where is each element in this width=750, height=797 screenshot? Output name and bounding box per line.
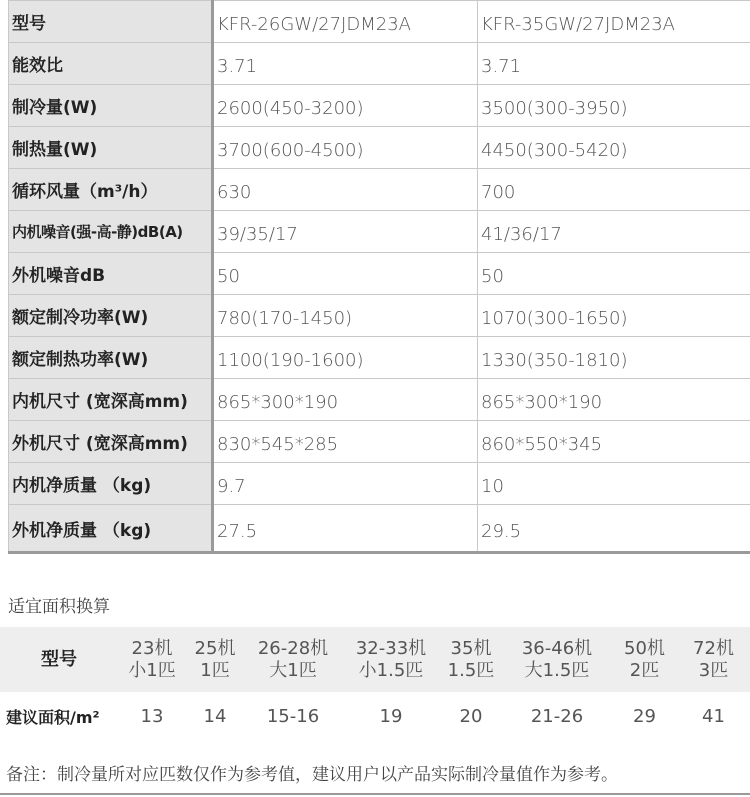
spec-label: 外机噪音dB [9, 253, 213, 295]
spec-value: 3.71 [478, 43, 750, 85]
spec-row-outdoor-weight [9, 505, 750, 553]
area-model-cell [244, 627, 342, 692]
spec-value: 830*545*285 [213, 421, 478, 463]
spec-label: 外机净质量 （kg) [9, 505, 213, 553]
spec-value: 700 [478, 169, 750, 211]
spec-value: 9.7 [213, 463, 478, 505]
model-hp: 大1匹 [269, 659, 317, 681]
model-hp: 1.5匹 [447, 659, 495, 681]
spec-row-indoor-weight [9, 463, 750, 505]
spec-value: 630 [213, 169, 478, 211]
spec-value: 1100(190-1600) [213, 337, 478, 379]
spec-value: KFR-35GW/27JDM23A [478, 1, 750, 43]
area-value: 41 [677, 692, 750, 740]
spec-row-outdoor-size [9, 421, 750, 463]
spec-row-airflow [9, 169, 750, 211]
spec-label: 内机尺寸 (宽深高mm) [9, 379, 213, 421]
area-value: 19 [342, 692, 440, 740]
spec-value: 10 [478, 463, 750, 505]
area-section-title: 适宜面积换算 [8, 597, 110, 617]
spec-row-indoor-size [9, 379, 750, 421]
spec-value: 3500(300-3950) [478, 85, 750, 127]
spec-label: 能效比 [9, 43, 213, 85]
spec-value: 3.71 [213, 43, 478, 85]
model-hp: 小1匹 [128, 659, 176, 681]
spec-row-efficiency [9, 43, 750, 85]
spec-value: 780(170-1450) [213, 295, 478, 337]
spec-row-outdoor-noise [9, 253, 750, 295]
area-model-cell [677, 627, 750, 692]
spec-label: 型号 [9, 1, 213, 43]
model-name: 23机 [131, 637, 173, 659]
spec-value: 1070(300-1650) [478, 295, 750, 337]
spec-label: 内机净质量 （kg) [9, 463, 213, 505]
model-name: 72机 [693, 637, 734, 659]
spec-label: 循环风量（m³/h） [9, 169, 213, 211]
area-row-label: 建议面积/m² [0, 692, 118, 740]
spec-value: KFR-26GW/27JDM23A [213, 1, 478, 43]
model-hp: 2匹 [629, 659, 660, 681]
area-value: 15-16 [244, 692, 342, 740]
area-model-cell [186, 627, 244, 692]
area-model-cell [502, 627, 612, 692]
bottom-divider [0, 793, 750, 795]
model-name: 36-46机 [521, 637, 593, 659]
footnote: 备注：制冷量所对应匹数仅作为参考值，建议用户以产品实际制冷量值作为参考。 [6, 765, 618, 785]
model-hp: 3匹 [698, 659, 729, 681]
area-value: 21-26 [502, 692, 612, 740]
area-value: 20 [440, 692, 502, 740]
model-name: 50机 [624, 637, 665, 659]
spec-label: 外机尺寸 (宽深高mm) [9, 421, 213, 463]
spec-value: 29.5 [478, 505, 750, 553]
area-header-row [0, 627, 750, 692]
model-name: 35机 [450, 637, 492, 659]
spec-label: 制热量(W) [9, 127, 213, 169]
spec-label: 额定制冷功率(W) [9, 295, 213, 337]
model-name: 25机 [194, 637, 236, 659]
area-model-cell [342, 627, 440, 692]
spec-value: 27.5 [213, 505, 478, 553]
area-model-cell [612, 627, 677, 692]
spec-table [8, 0, 750, 554]
spec-value: 41/36/17 [478, 211, 750, 253]
area-header-label: 型号 [0, 627, 118, 692]
spec-value: 4450(300-5420) [478, 127, 750, 169]
spec-value: 50 [213, 253, 478, 295]
spec-value: 39/35/17 [213, 211, 478, 253]
spec-row-indoor-noise [9, 211, 750, 253]
spec-row-cooling [9, 85, 750, 127]
spec-value: 50 [478, 253, 750, 295]
spec-label: 额定制热功率(W) [9, 337, 213, 379]
area-model-cell [440, 627, 502, 692]
area-value: 29 [612, 692, 677, 740]
area-value: 14 [186, 692, 244, 740]
spec-value: 2600(450-3200) [213, 85, 478, 127]
spec-row-cooling-power [9, 295, 750, 337]
spec-label: 内机噪音(强-高-静)dB(A) [9, 211, 213, 253]
model-hp: 大1.5匹 [524, 659, 590, 681]
model-hp: 1匹 [200, 659, 230, 681]
spec-row-heating-power [9, 337, 750, 379]
spec-value: 3700(600-4500) [213, 127, 478, 169]
area-model-cell [118, 627, 186, 692]
spec-value: 1330(350-1810) [478, 337, 750, 379]
spec-label: 制冷量(W) [9, 85, 213, 127]
area-table [0, 627, 750, 740]
area-value-row [0, 692, 750, 740]
area-value: 13 [118, 692, 186, 740]
spec-value: 865*300*190 [478, 379, 750, 421]
spec-value: 865*300*190 [213, 379, 478, 421]
model-name: 32-33机 [355, 637, 427, 659]
spec-value: 860*550*345 [478, 421, 750, 463]
spec-row-model [9, 1, 750, 43]
spec-row-heating [9, 127, 750, 169]
model-name: 26-28机 [257, 637, 329, 659]
model-hp: 小1.5匹 [358, 659, 424, 681]
